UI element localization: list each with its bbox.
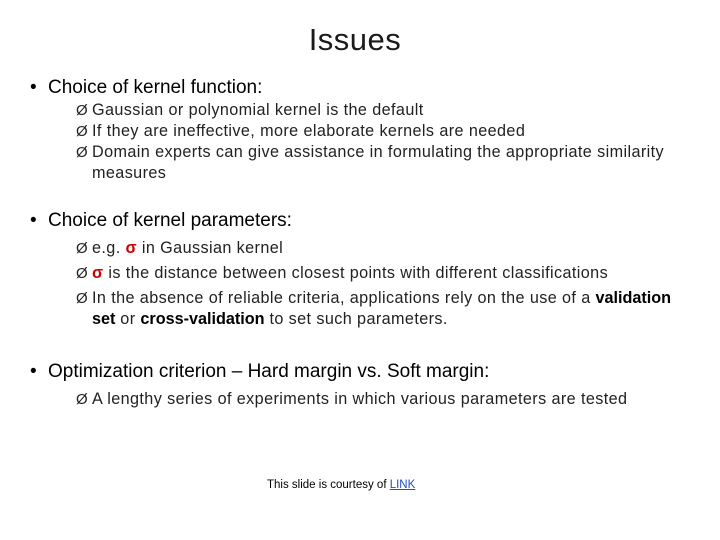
- slide-title: Issues: [308, 22, 402, 57]
- item-text: Domain experts can give assistance in formulating the appropriate similarity measures: [92, 143, 665, 182]
- item-text: [92, 238, 676, 259]
- item-text: A lengthy series of experiments in which various parameters are tested: [92, 390, 628, 408]
- item-text-mid: or: [115, 310, 141, 328]
- validation-set-term: validation set: [92, 289, 672, 328]
- list-item: [76, 121, 686, 142]
- list-item: [76, 142, 686, 184]
- list-item: [76, 100, 686, 121]
- source-link[interactable]: LINK: [389, 479, 416, 491]
- item-text: Gaussian or polynomial kernel is the default: [92, 101, 424, 119]
- sigma-symbol: σ: [125, 239, 137, 257]
- section-optimization-criterion: [30, 360, 676, 410]
- arrow-bullet-icon: Ø: [76, 144, 89, 161]
- list-item: [76, 288, 676, 330]
- sigma-symbol: σ: [92, 264, 104, 282]
- footer-text: This slide is courtesy of: [267, 479, 390, 491]
- bullet-heading: [30, 76, 686, 100]
- footer-credit: [267, 479, 415, 491]
- list-item: [76, 238, 676, 259]
- item-text-pre: In the absence of reliable criteria, applications rely on the use of a: [92, 289, 596, 307]
- list-item: [76, 389, 676, 410]
- item-text-post: to set such parameters.: [264, 310, 448, 328]
- arrow-bullet-icon: Ø: [76, 102, 89, 119]
- item-text: [92, 263, 676, 284]
- item-text-post: in Gaussian kernel: [136, 239, 284, 257]
- bullet-icon: •: [30, 77, 37, 98]
- arrow-bullet-icon: Ø: [76, 290, 89, 307]
- arrow-bullet-icon: Ø: [76, 123, 89, 140]
- bullet-icon: •: [30, 361, 37, 382]
- arrow-bullet-icon: Ø: [76, 240, 89, 257]
- bullet-heading: [30, 209, 676, 233]
- item-text: If they are ineffective, more elaborate kernels are needed: [92, 122, 526, 140]
- heading-text: Optimization criterion – Hard margin vs. Soft margin:: [48, 361, 490, 382]
- item-text: [92, 288, 676, 330]
- section-kernel-parameters: [30, 209, 676, 330]
- arrow-bullet-icon: Ø: [76, 265, 89, 282]
- arrow-bullet-icon: Ø: [76, 391, 89, 408]
- list-item: [76, 263, 676, 284]
- cross-validation-term: cross-validation: [140, 310, 265, 328]
- heading-text: Choice of kernel function:: [48, 77, 263, 98]
- bullet-heading: [30, 360, 676, 384]
- bullet-icon: •: [30, 210, 37, 231]
- section-kernel-function: [30, 76, 686, 184]
- item-text-pre: e.g.: [92, 239, 126, 257]
- item-text-post: is the distance between closest points with different classifications: [103, 264, 609, 282]
- heading-text: Choice of kernel parameters:: [48, 210, 292, 231]
